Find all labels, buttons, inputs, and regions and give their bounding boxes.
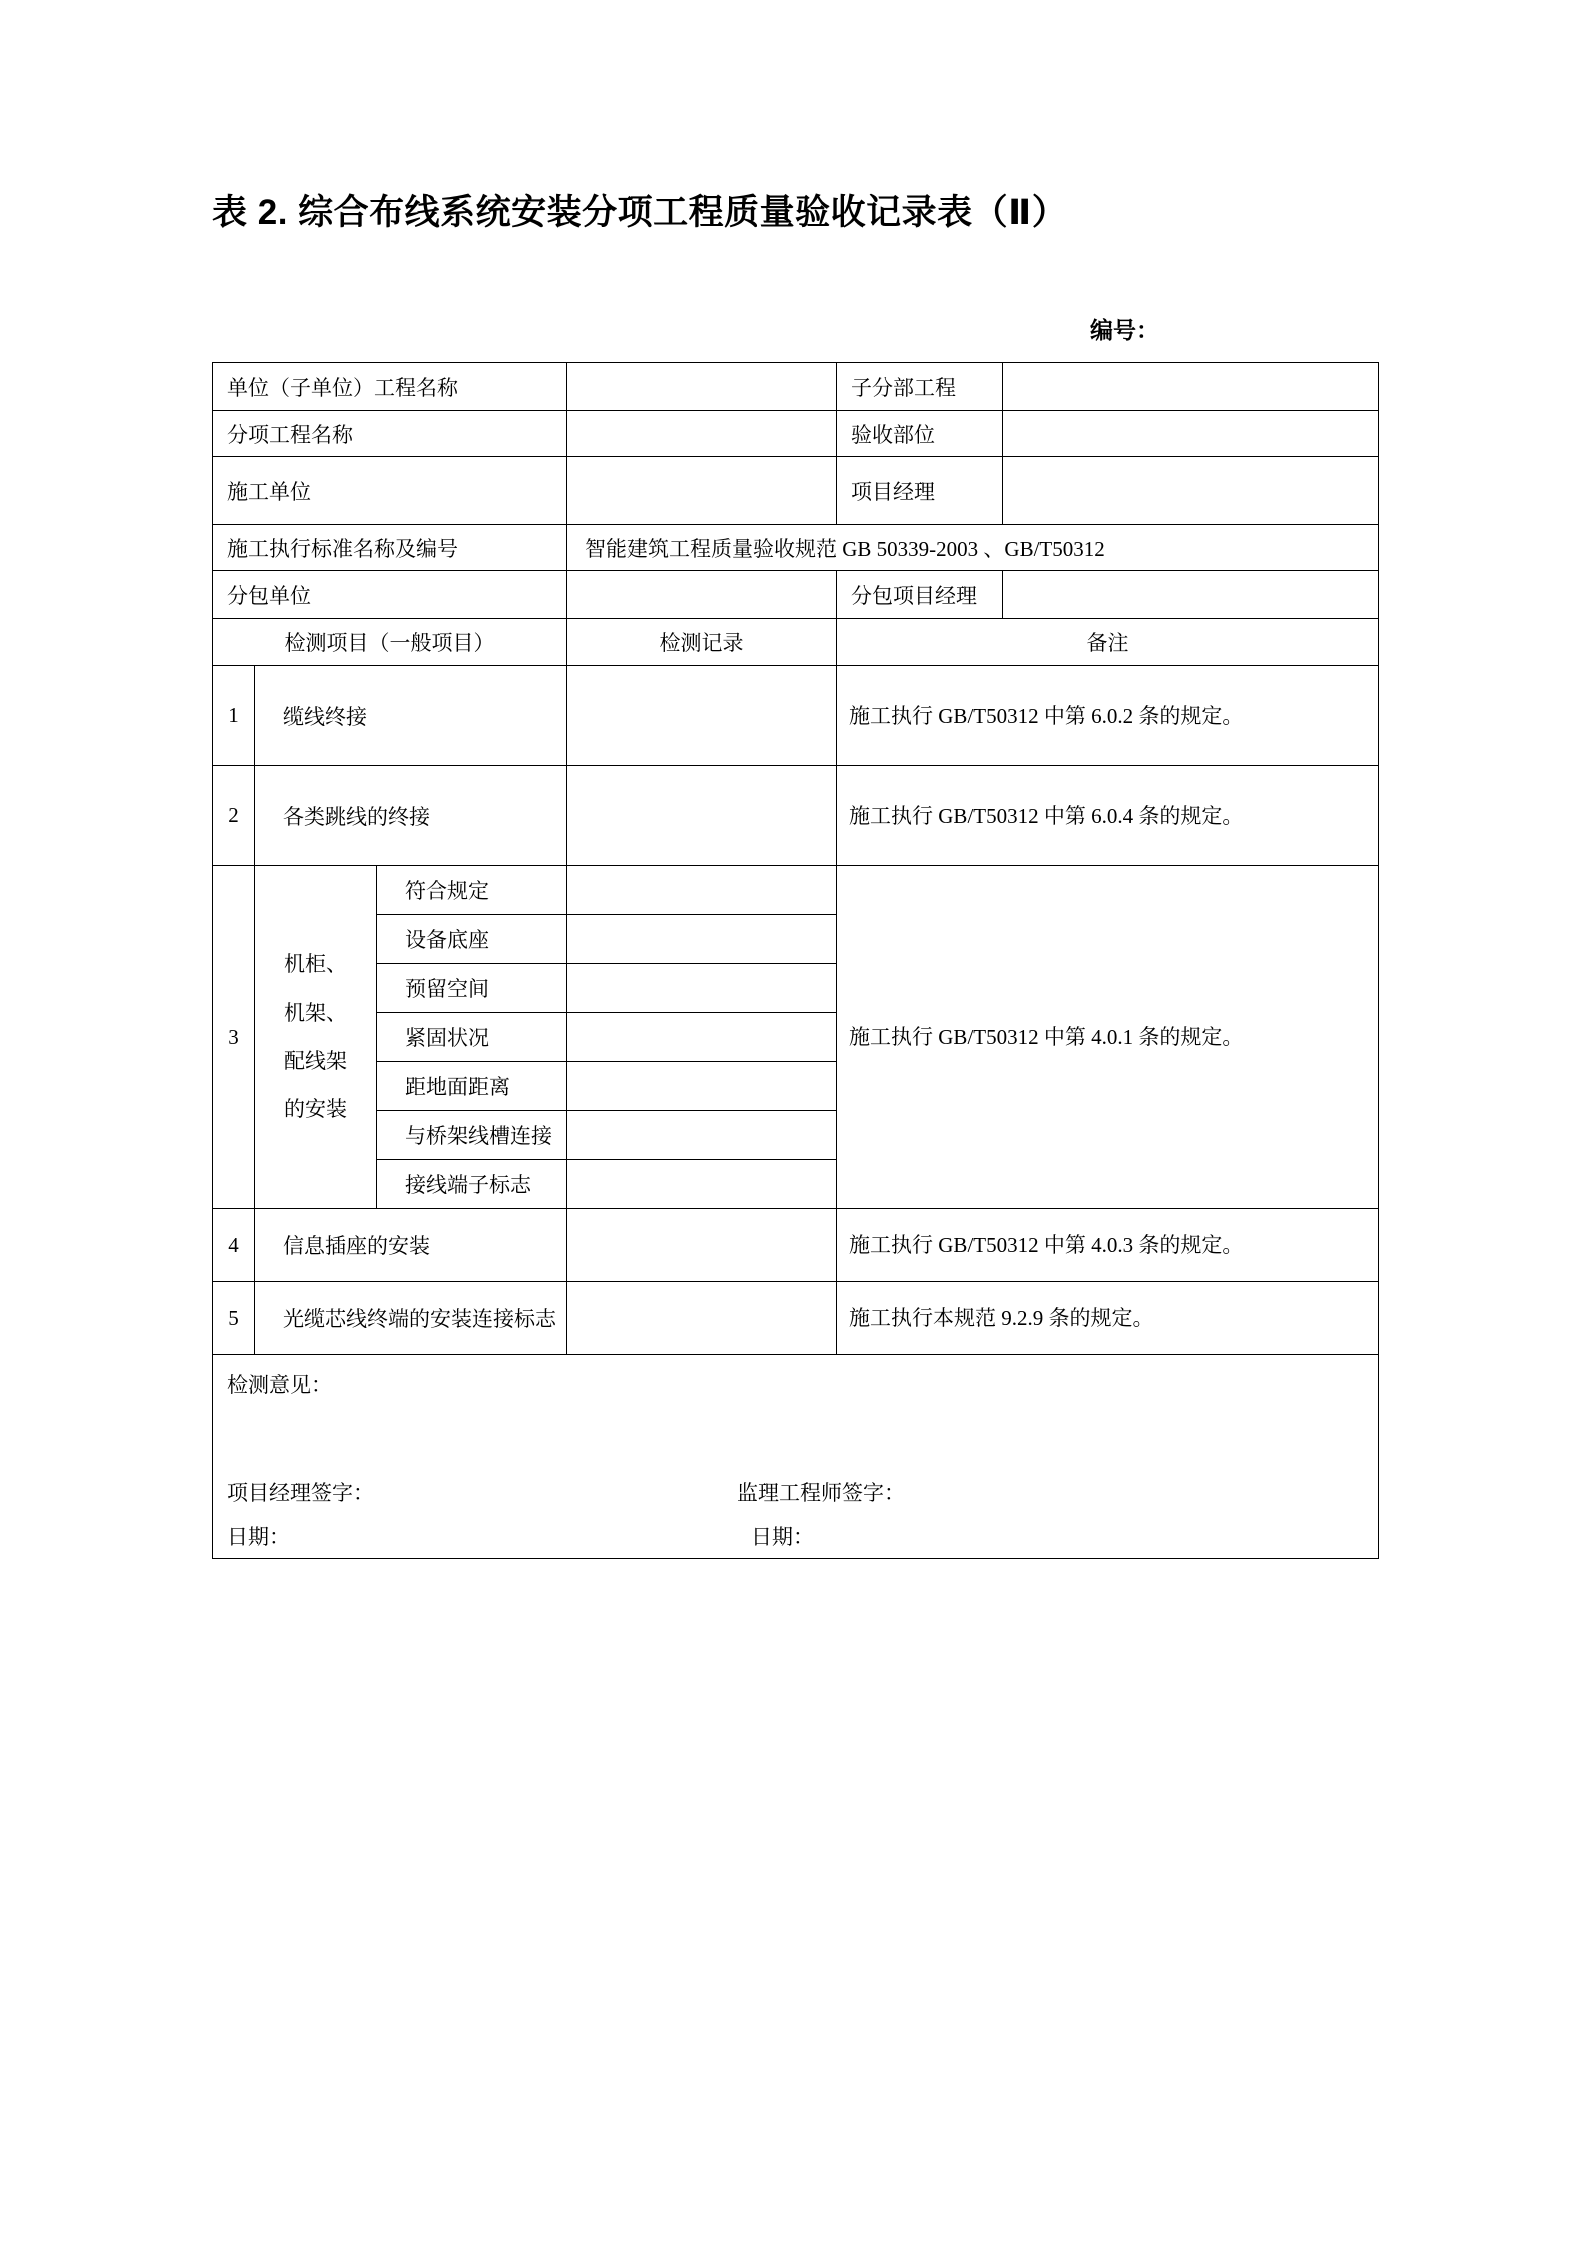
table-row-unit-name (213, 363, 1379, 411)
item-name-1: 缆线终接 (255, 666, 567, 766)
item-record-1[interactable] (567, 666, 837, 766)
acceptance-record-table (212, 362, 1379, 1559)
column-header-remark: 备注 (837, 619, 1379, 666)
sub-item-name-3-6: 与桥架线槽连接 (377, 1111, 567, 1160)
project-manager-signature-label[interactable]: 项目经理签字： (227, 1481, 374, 1505)
signature-row (213, 1477, 1378, 1517)
date-right-label[interactable]: 日期： (751, 1525, 814, 1549)
table-row-item-3-sub-1 (213, 866, 1379, 915)
item-name-4: 信息插座的安装 (255, 1209, 567, 1282)
item-record-2[interactable] (567, 766, 837, 866)
sub-item-name-3-4: 紧固状况 (377, 1013, 567, 1062)
sub-item-name-3-1: 符合规定 (377, 866, 567, 915)
value-execution-standard[interactable]: 智能建筑工程质量验收规范 GB 50339-2003 、GB/T50312 (567, 525, 1379, 571)
opinion-signature-block (213, 1355, 1379, 1559)
label-subitem-project-name: 分项工程名称 (213, 411, 567, 457)
value-subcontractor-unit[interactable] (567, 571, 837, 619)
item-name-3-line-2: 配线架的安装 (284, 1049, 347, 1122)
value-unit-project-name[interactable] (567, 363, 837, 411)
sub-item-name-3-7: 接线端子标志 (377, 1160, 567, 1209)
item-remark-2: 施工执行 GB/T50312 中第 6.0.4 条的规定。 (837, 766, 1379, 866)
table-row-subcontractor (213, 571, 1379, 619)
table-row-construction-unit (213, 457, 1379, 525)
value-construction-unit[interactable] (567, 457, 837, 525)
item-index-4: 4 (213, 1209, 255, 1282)
item-index-2: 2 (213, 766, 255, 866)
item-index-1: 1 (213, 666, 255, 766)
table-row-item-2 (213, 766, 1379, 866)
sub-item-name-3-5: 距地面距离 (377, 1062, 567, 1111)
table-row-opinion (213, 1355, 1379, 1559)
date-row (213, 1521, 1378, 1561)
table-row-subitem-name (213, 411, 1379, 457)
date-left-label[interactable]: 日期： (227, 1525, 290, 1549)
label-subcontract-project-manager: 分包项目经理 (837, 571, 1003, 619)
opinion-label: 检测意见： (227, 1373, 332, 1397)
item-remark-4: 施工执行 GB/T50312 中第 4.0.3 条的规定。 (837, 1209, 1379, 1282)
item-index-5: 5 (213, 1282, 255, 1355)
label-subcontractor-unit: 分包单位 (213, 571, 567, 619)
item-record-5[interactable] (567, 1282, 837, 1355)
value-project-manager[interactable] (1003, 457, 1379, 525)
item-name-5: 光缆芯线终端的安装连接标志 (255, 1282, 567, 1355)
label-project-manager: 项目经理 (837, 457, 1003, 525)
sub-item-record-3-5[interactable] (567, 1062, 837, 1111)
sub-item-record-3-4[interactable] (567, 1013, 837, 1062)
table-row-item-1 (213, 666, 1379, 766)
label-construction-unit: 施工单位 (213, 457, 567, 525)
supervisor-signature-label[interactable]: 监理工程师签字： (737, 1481, 905, 1505)
item-name-3-line-1: 机柜、机架、 (284, 952, 347, 1025)
page-title: 表 2. 综合布线系统安装分项工程质量验收记录表（Ⅱ） (212, 193, 1068, 232)
column-header-inspection-item: 检测项目（一般项目） (213, 619, 567, 666)
label-sub-division-project: 子分部工程 (837, 363, 1003, 411)
label-acceptance-part: 验收部位 (837, 411, 1003, 457)
item-name-2: 各类跳线的终接 (255, 766, 567, 866)
item-remark-5: 施工执行本规范 9.2.9 条的规定。 (837, 1282, 1379, 1355)
table-row-item-5 (213, 1282, 1379, 1355)
item-record-4[interactable] (567, 1209, 837, 1282)
item-remark-1: 施工执行 GB/T50312 中第 6.0.2 条的规定。 (837, 666, 1379, 766)
sub-item-name-3-2: 设备底座 (377, 915, 567, 964)
table-row-item-4 (213, 1209, 1379, 1282)
form-number-label: 编号： (1090, 317, 1159, 343)
item-index-3: 3 (213, 866, 255, 1209)
item-name-3 (255, 866, 377, 1209)
item-remark-3: 施工执行 GB/T50312 中第 4.0.1 条的规定。 (837, 866, 1379, 1209)
sub-item-record-3-1[interactable] (567, 866, 837, 915)
label-unit-project-name: 单位（子单位）工程名称 (213, 363, 567, 411)
sub-item-record-3-6[interactable] (567, 1111, 837, 1160)
value-subitem-project-name[interactable] (567, 411, 837, 457)
table-row-column-headers (213, 619, 1379, 666)
sub-item-record-3-7[interactable] (567, 1160, 837, 1209)
value-subcontract-project-manager[interactable] (1003, 571, 1379, 619)
label-execution-standard: 施工执行标准名称及编号 (213, 525, 567, 571)
sub-item-record-3-3[interactable] (567, 964, 837, 1013)
column-header-inspection-record: 检测记录 (567, 619, 837, 666)
value-sub-division-project[interactable] (1003, 363, 1379, 411)
sub-item-record-3-2[interactable] (567, 915, 837, 964)
value-acceptance-part[interactable] (1003, 411, 1379, 457)
table-row-standard (213, 525, 1379, 571)
sub-item-name-3-3: 预留空间 (377, 964, 567, 1013)
